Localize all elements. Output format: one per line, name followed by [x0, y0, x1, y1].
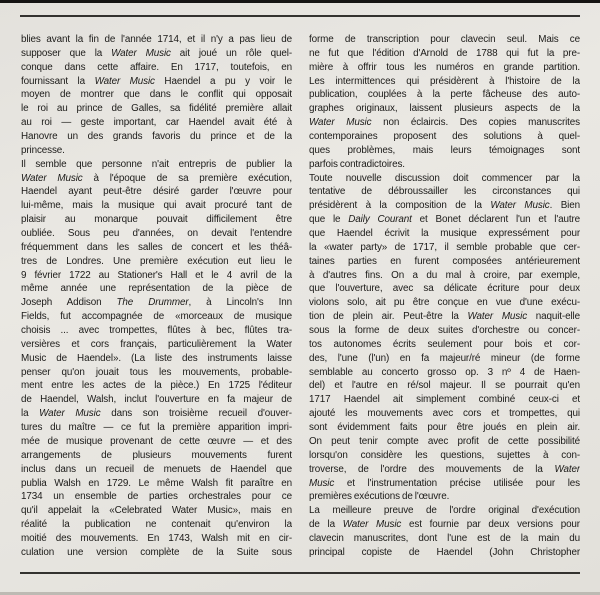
text-line: de la Water Music est fournie par deux versions pour: [309, 519, 580, 531]
text-line: que l'ouverture, avec sa délicate écriture pour deux: [309, 283, 580, 295]
text-line: blies avant la fin de l'année 1714, et il n'y a pas lieu de: [21, 34, 292, 45]
text-line: forme de transcription pour clavecin seul. Mais ce: [309, 34, 580, 45]
text-line: parfois contradictoires.: [309, 158, 405, 170]
text-line: premières exécutions de l'œuvre.: [309, 491, 450, 503]
text-line: oubliée. Sous peu d'années, on devait l'entendre: [21, 228, 292, 240]
text-line: que le Daily Courant et Bonet déclarent l'un et l'autre: [309, 214, 580, 226]
text-line: tures du maître — ce fut la première apparition impri-: [21, 422, 292, 434]
text-line: troverse, de l'ordre des mouvements de la Water: [309, 463, 580, 475]
text-line: publia Walsh en 1729. Le même Walsh fit paraître en: [21, 477, 292, 489]
text-line: ne fut que l'édition d'Arnold de 1788 qui fut la pre-: [309, 47, 580, 59]
text-line: réalité la publication ne contenait qu'environ la: [21, 519, 292, 531]
text-line: ajouté les mouvements avec cors et trompettes, qui: [309, 408, 580, 420]
text-line: semblable au concerto grosso op. 3 nº 4 de Haen-: [309, 366, 580, 378]
bottom-rule: [20, 572, 580, 574]
text-line: lui-même, mais la musique qui avait procuré tant de: [21, 200, 292, 212]
text-line: principal copiste de Haendel (John Christopher: [309, 546, 580, 558]
text-line: lorsqu'on considère les questions, sujettes à con-: [309, 449, 580, 461]
text-line: violons solo, ait pu être conçue en vue d'une exécu-: [309, 297, 580, 309]
text-line: penser qu'on jouait tous les mouvements, probable-: [21, 366, 292, 378]
text-line: culation une version complète de la Suite sous: [21, 546, 292, 558]
text-line: Music et l'instrumentation précise utilisée pour les: [309, 477, 580, 489]
right-column: [309, 33, 580, 560]
text-line: conque dans cette affaire. En 1717, toutefois, en: [21, 61, 292, 73]
text-line: moyen de montrer que dans le conflit qui opposait: [21, 89, 292, 101]
top-rule: [20, 15, 580, 17]
text-line: même année une représentation de la pièce de: [21, 283, 292, 295]
text-line: mière à offrir tous les numéros en grande partition.: [309, 61, 580, 73]
text-line: plaisir au monarque pouvait difficilement être: [21, 214, 292, 226]
text-line: tion de plein air. Peut-être la Water Music naquit-elle: [309, 311, 580, 323]
text-line: 9 février 1722 au Stationer's Hall et le 4 avril de la: [21, 269, 292, 281]
text-line: choisis ... avec trompettes, flûtes à bec, flûtes tra-: [21, 325, 292, 337]
text-line: ques problèmes, mais leurs témoignages sont: [309, 144, 580, 156]
text-line: La meilleure preuve de l'ordre original d'exécution: [309, 505, 580, 517]
text-line: supposer que la Water Music ait joué un rôle quel-: [21, 47, 292, 59]
text-line: de Haendel, Walsh, inclut l'ouverture en fa majeur de: [21, 394, 292, 406]
text-line: Toute nouvelle discussion doit commencer par la: [309, 172, 580, 184]
text-line: fournissant la Water Music Haendel a pu y voir le: [21, 75, 292, 87]
text-line: à d'autres fins. On a du mal à croire, par exemple,: [309, 269, 580, 281]
text-line: taines parties en furent composées antérieurement: [309, 255, 580, 267]
text-line: Water Music à l'époque de sa première exécution,: [21, 172, 292, 184]
text-line: Joseph Addison The Drummer, à Lincoln's Inn: [21, 297, 292, 309]
text-line: mée de musique provenant de cette œuvre — et des: [21, 435, 292, 447]
text-line: Il semble que personne n'ait entrepris de publier la: [21, 158, 292, 170]
text-line: clavecin manuscrites, dont l'une est de la main du: [309, 532, 580, 544]
text-line: publication, couplées à la perte fâcheuse des auto-: [309, 89, 580, 101]
text-line: On peut tenir compte avec profit de cette possibilité: [309, 435, 580, 447]
left-column: [21, 33, 292, 560]
text-line: le roi au prince de Galles, sa fidélité première allait: [21, 103, 292, 115]
text-line: tos autonomes écrits seulement pour bois et cor-: [309, 338, 580, 350]
text-line: tentative de débroussailler les circonstances qui: [309, 186, 580, 198]
text-line: tres de Londres. Une première exécution eut lieu le: [21, 255, 292, 267]
text-line: Music de Haendel». (La liste des instruments laisse: [21, 352, 292, 364]
text-line: moitié des mouvements. En 1743, Walsh mit en cir-: [21, 532, 292, 544]
text-line: Fields, fut accompagnée de «morceaux de musique: [21, 311, 292, 323]
text-line: la «water party» de 1717, il semble probable que cer-: [309, 241, 580, 253]
text-line: que Haendel écrivit la musique expressément pour: [309, 228, 580, 240]
text-line: arrangements de plusieurs mouvements furent: [21, 449, 292, 461]
text-line: Les intermittences qui présidèrent à l'histoire de la: [309, 75, 580, 87]
text-line: inclus dans un recueil de menuets de Haendel que: [21, 463, 292, 475]
text-line: Water Music non éclaircis. Des copies manuscrites: [309, 117, 580, 129]
text-columns: [21, 33, 580, 560]
text-line: graphes originaux, laissent plusieurs aspects de la: [309, 103, 580, 115]
text-line: fréquemment dans les salles de concert et les théâ-: [21, 241, 292, 253]
text-line: contemporaines proposent des solutions à quel-: [309, 131, 580, 143]
text-line: princesse.: [21, 144, 65, 156]
text-line: Hanovre un des grands favoris du prince et de la: [21, 131, 292, 143]
text-line: Haendel ayant peut-être désiré garder l'œuvre pour: [21, 186, 292, 198]
text-line: présidèrent à la composition de la Water Music. Bien: [309, 200, 580, 212]
text-line: del) et l'autre en ré/sol majeur. Il se pourrait qu'en: [309, 380, 580, 392]
text-line: des, l'une (l'un) en fa majeur/ré mineur (de forme: [309, 352, 580, 364]
text-line: 1734 un ensemble de parties orchestrales pour ce: [21, 491, 292, 503]
text-line: la Water Music dans son troisième recueil d'ouver-: [21, 408, 292, 420]
text-line: sont évidemment faits pour être joués en plein air.: [309, 422, 580, 434]
text-line: ment entre les actes de la pièce.) En 1725 l'éditeur: [21, 380, 292, 392]
scan-top-edge: [0, 0, 600, 3]
text-line: versières et cors français, particulièrement la Water: [21, 338, 292, 350]
text-line: au roi — geste important, car Haendel avait été à: [21, 117, 292, 129]
text-line: qu'il appelait la «Celebrated Water Music», mais en: [21, 505, 292, 517]
text-line: 1717 Haendel ait simplement combiné ceux-ci et: [309, 394, 580, 406]
text-line: sous la forme de deux suites d'orchestre ou concer-: [309, 325, 580, 337]
